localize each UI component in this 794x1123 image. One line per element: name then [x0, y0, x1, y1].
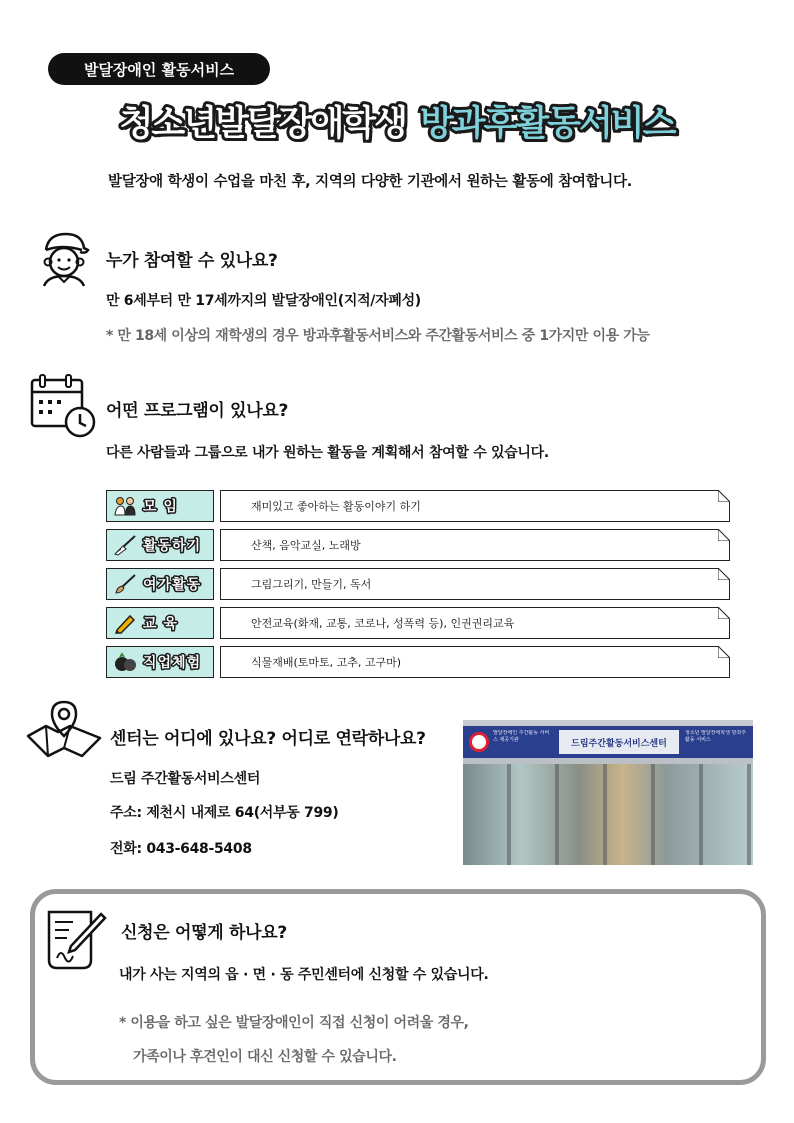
program-tag-label: 활동하기	[143, 538, 202, 554]
program-desc: 재미있고 좋아하는 활동이야기 하기	[220, 490, 730, 522]
who-note: * 만 18세 이상의 재학생의 경우 방과후활동서비스와 주간활동서비스 중 1가지만 이용 가능	[106, 328, 650, 344]
program-tag	[106, 607, 214, 639]
apply-note-2: 가족이나 후견인이 대신 신청할 수 있습니다.	[133, 1049, 397, 1065]
program-desc: 산책, 음악교실, 노래방	[220, 529, 730, 561]
page-fold-icon	[718, 607, 730, 619]
intro-text: 발달장애 학생이 수업을 마친 후, 지역의 다양한 기관에서 원하는 활동에 참여합니다.	[108, 174, 632, 190]
child-icon	[36, 228, 92, 288]
program-tag-label: 여가활동	[143, 577, 202, 593]
program-desc: 식물재배(토마토, 고추, 고구마)	[220, 646, 730, 678]
program-row	[106, 568, 730, 600]
center-address: 주소: 제천시 내제로 64(서부동 799)	[110, 805, 339, 821]
center-photo	[463, 720, 753, 865]
map-pin-icon	[24, 698, 104, 762]
program-tag-label: 교 육	[143, 616, 178, 632]
program-tag	[106, 646, 214, 678]
program-desc: 안전교육(화재, 교통, 코로나, 성폭력 등), 인권권리교육	[220, 607, 730, 639]
page-title	[62, 96, 732, 146]
programs-answer: 다른 사람들과 그룹으로 내가 원하는 활동을 계획해서 참여할 수 있습니다.	[106, 445, 549, 461]
apply-answer: 내가 사는 지역의 읍 · 면 · 동 주민센터에 신청할 수 있습니다.	[119, 967, 489, 983]
broom-icon	[113, 534, 137, 556]
apply-question: 신청은 어떻게 하나요?	[121, 923, 287, 943]
category-pill: 발달장애인 활동서비스	[48, 53, 270, 85]
center-phone: 전화: 043-648-5408	[110, 841, 252, 857]
photo-sign-left: 발달장애인 주간활동 서비스 제공기관	[493, 730, 550, 743]
program-row	[106, 607, 730, 639]
pencil-icon	[113, 612, 137, 634]
photo-sign-right: 청소년 발달장애학생 방과후활동 서비스	[685, 730, 747, 743]
programs-question: 어떤 프로그램이 있나요?	[106, 401, 289, 421]
title-part-2: 방과후활동서비스	[419, 104, 675, 144]
title-part-1: 청소년발달장애학생	[119, 104, 406, 144]
center-name: 드림 주간활동서비스센터	[110, 771, 261, 787]
document-pen-icon	[43, 908, 109, 972]
tomato-icon	[113, 651, 137, 673]
photo-sign-text: 드림주간활동서비스센터	[559, 730, 679, 754]
who-question: 누가 참여할 수 있나요?	[106, 251, 278, 271]
apply-box	[30, 889, 766, 1085]
program-tag	[106, 490, 214, 522]
page-fold-icon	[718, 529, 730, 541]
program-desc: 그림그리기, 만들기, 독서	[220, 568, 730, 600]
page-fold-icon	[718, 568, 730, 580]
people-icon	[113, 495, 137, 517]
program-tag-label: 직업체험	[143, 655, 202, 671]
photo-logo-icon	[469, 732, 489, 752]
page-fold-icon	[718, 646, 730, 658]
photo-window-frames	[463, 764, 753, 865]
program-row	[106, 646, 730, 678]
calendar-clock-icon	[28, 372, 98, 440]
who-answer: 만 6세부터 만 17세까지의 발달장애인(지적/자폐성)	[106, 293, 421, 309]
page-fold-icon	[718, 490, 730, 502]
brush-icon	[113, 573, 137, 595]
program-row	[106, 490, 730, 522]
program-tag-label: 모 임	[143, 499, 178, 515]
center-question: 센터는 어디에 있나요? 어디로 연락하나요?	[110, 729, 426, 749]
program-tag	[106, 529, 214, 561]
apply-note-1: * 이용을 하고 싶은 발달장애인이 직접 신청이 어려울 경우,	[119, 1015, 469, 1031]
program-row	[106, 529, 730, 561]
program-tag	[106, 568, 214, 600]
